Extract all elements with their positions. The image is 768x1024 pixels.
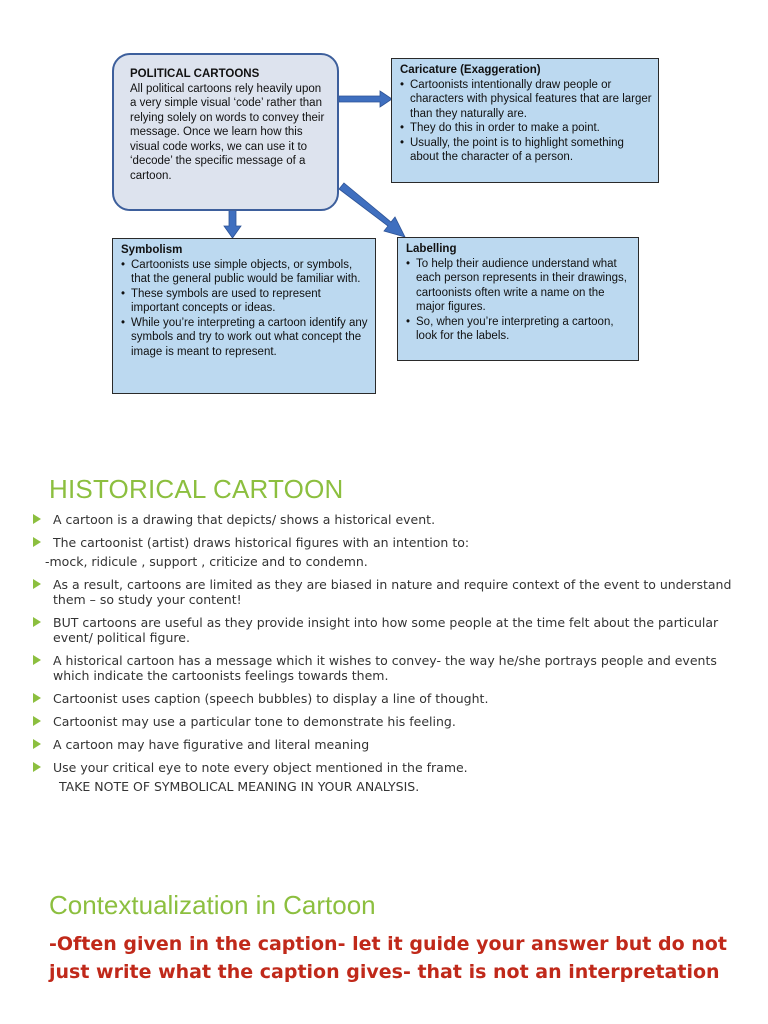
bullet-arrow-icon	[33, 514, 41, 524]
caricature-item: • Cartoonists intentionally draw people or characters with physical features that are larger than they naturally are.	[400, 78, 652, 122]
arrow-to-caricature	[339, 91, 392, 107]
list-item	[33, 714, 733, 729]
list-item	[33, 760, 733, 775]
labelling-title: Labelling	[406, 243, 457, 255]
contextualization-text: -Often given in the caption- let it guide your answer but do not just write what the caption gives- that is not an interpretation	[49, 933, 727, 983]
symbolism-box	[112, 238, 376, 394]
bullet-arrow-icon	[33, 739, 41, 749]
labelling-item: • So, when you’re interpreting a cartoon, look for the labels.	[406, 315, 632, 344]
political-cartoons-box	[112, 53, 339, 211]
list-item-text: BUT cartoons are useful as they provide insight into how some people at the time felt about the particular event/ political figure.	[53, 615, 719, 645]
political-cartoons-title: POLITICAL CARTOONS	[130, 68, 260, 80]
bullet-arrow-icon	[33, 537, 41, 547]
caricature-box	[391, 58, 659, 183]
list-item-text: The cartoonist (artist) draws historical figures with an intention to:	[53, 535, 470, 550]
list-item-text: Cartoonist may use a particular tone to demonstrate his feeling.	[53, 714, 456, 729]
bullet-arrow-icon	[33, 693, 41, 703]
list-item-text: -mock, ridicule , support , criticize and to condemn.	[45, 554, 368, 569]
list-item	[33, 577, 733, 607]
bullet-arrow-icon	[33, 716, 41, 726]
bullet-arrow-icon	[33, 655, 41, 665]
labelling-list	[406, 257, 632, 344]
caricature-list	[400, 78, 652, 165]
historical-cartoon-heading: HISTORICAL CARTOON	[49, 474, 344, 504]
list-item	[33, 512, 733, 527]
historical-cartoon-list	[33, 512, 733, 802]
list-item	[33, 779, 733, 794]
list-item-text: A historical cartoon has a message which it wishes to convey- the way he/she portrays people and events which indicate the cartoonists feelings towards them.	[53, 653, 717, 683]
labelling-item: • To help their audience understand what each person represents in their drawings, cartoonists often write a name on the major figures.	[406, 257, 632, 315]
caricature-item: • They do this in order to make a point.	[400, 121, 652, 136]
list-item	[33, 653, 733, 683]
symbolism-title: Symbolism	[121, 244, 183, 256]
symbolism-item: • While you’re interpreting a cartoon identify any symbols and try to work out what concept the image is meant to represent.	[121, 316, 369, 360]
arrow-to-labelling	[339, 183, 405, 237]
list-item-text: TAKE NOTE OF SYMBOLICAL MEANING IN YOUR ANALYSIS.	[59, 779, 420, 794]
list-item-text: Use your critical eye to note every object mentioned in the frame.	[53, 760, 468, 775]
list-item-text: As a result, cartoons are limited as they are biased in nature and require context of the event to understand them – so study your content!	[53, 577, 732, 607]
bullet-arrow-icon	[33, 617, 41, 627]
symbolism-item: • Cartoonists use simple objects, or symbols, that the general public would be familiar with.	[121, 258, 369, 287]
symbolism-item: • These symbols are used to represent important concepts or ideas.	[121, 287, 369, 316]
list-item	[33, 554, 733, 569]
caricature-title: Caricature (Exaggeration)	[400, 64, 541, 76]
list-item	[33, 535, 733, 550]
list-item-text: Cartoonist uses caption (speech bubbles) to display a line of thought.	[53, 691, 489, 706]
political-cartoons-body: All political cartoons rely heavily upon a very simple visual ‘code’ rather than relying solely on words to convey their message. Once we learn how this visual code works, we can use it to ‘decode’ the specific message of a cartoon.	[130, 82, 325, 182]
list-item-text: A cartoon may have figurative and literal meaning	[53, 737, 370, 752]
labelling-box	[397, 237, 639, 361]
arrow-to-symbolism	[224, 210, 241, 238]
list-item	[33, 691, 733, 706]
list-item	[33, 737, 733, 752]
list-item-text: A cartoon is a drawing that depicts/ shows a historical event.	[53, 512, 436, 527]
political-cartoons-diagram	[0, 0, 768, 420]
list-item	[33, 615, 733, 645]
bullet-arrow-icon	[33, 579, 41, 589]
caricature-item: • Usually, the point is to highlight something about the character of a person.	[400, 136, 652, 165]
symbolism-list	[121, 258, 369, 360]
bullet-arrow-icon	[33, 762, 41, 772]
contextualization-heading: Contextualization in Cartoon	[49, 890, 376, 920]
